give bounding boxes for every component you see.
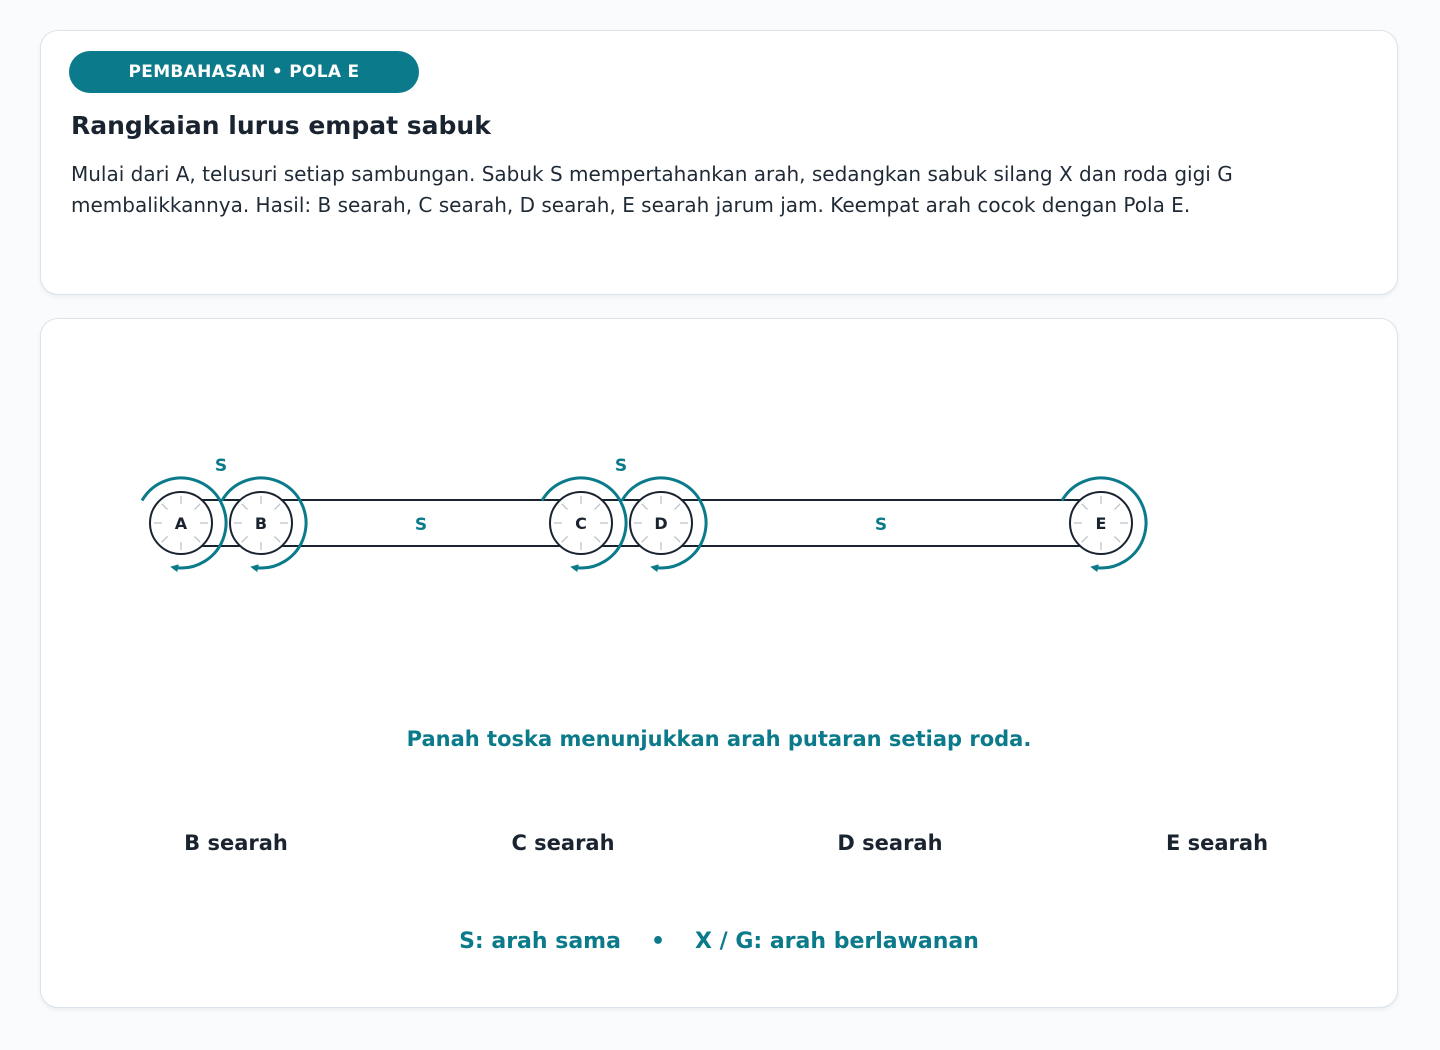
legend-same: S: arah sama bbox=[459, 929, 621, 954]
result-c: C searah bbox=[511, 831, 615, 855]
belt-diagram bbox=[41, 319, 1399, 1009]
result-d: D searah bbox=[837, 831, 943, 855]
legend-opposite: X / G: arah berlawanan bbox=[695, 929, 979, 954]
wheel-c-label: C bbox=[575, 514, 587, 533]
diagram-caption: Panah toska menunjukkan arah putaran setiap roda. bbox=[406, 727, 1032, 751]
belt-label-d-e: S bbox=[874, 515, 888, 535]
belt-label-b-c: S bbox=[414, 515, 428, 535]
legend-separator: • bbox=[650, 929, 665, 954]
explanation-card bbox=[40, 30, 1398, 295]
explanation-text: Mulai dari A, telusuri setiap sambungan. Sabuk S mempertahankan arah, sedangkan sabuk silang X dan roda gigi G membalikkannya. Hasil: B searah, C searah, D searah, E searah jarum jam. Keempat arah cocok dengan Pola E. bbox=[71, 162, 1233, 217]
section-badge: PEMBAHASAN • POLA E bbox=[69, 51, 419, 93]
legend bbox=[41, 929, 1397, 954]
wheel-d-label: D bbox=[654, 514, 668, 533]
result-b: B searah bbox=[184, 831, 288, 855]
wheel-b-label: B bbox=[254, 514, 268, 533]
wheel-e-label: E bbox=[1095, 514, 1107, 533]
belt-label-a-b: S bbox=[214, 456, 228, 476]
wheel-a-label: A bbox=[174, 514, 188, 533]
result-e: E searah bbox=[1165, 831, 1269, 855]
results-row bbox=[41, 831, 1397, 861]
explanation-title: Rangkaian lurus empat sabuk bbox=[71, 111, 491, 140]
belt-label-c-d: S bbox=[614, 456, 628, 476]
diagram-card bbox=[40, 318, 1398, 1008]
